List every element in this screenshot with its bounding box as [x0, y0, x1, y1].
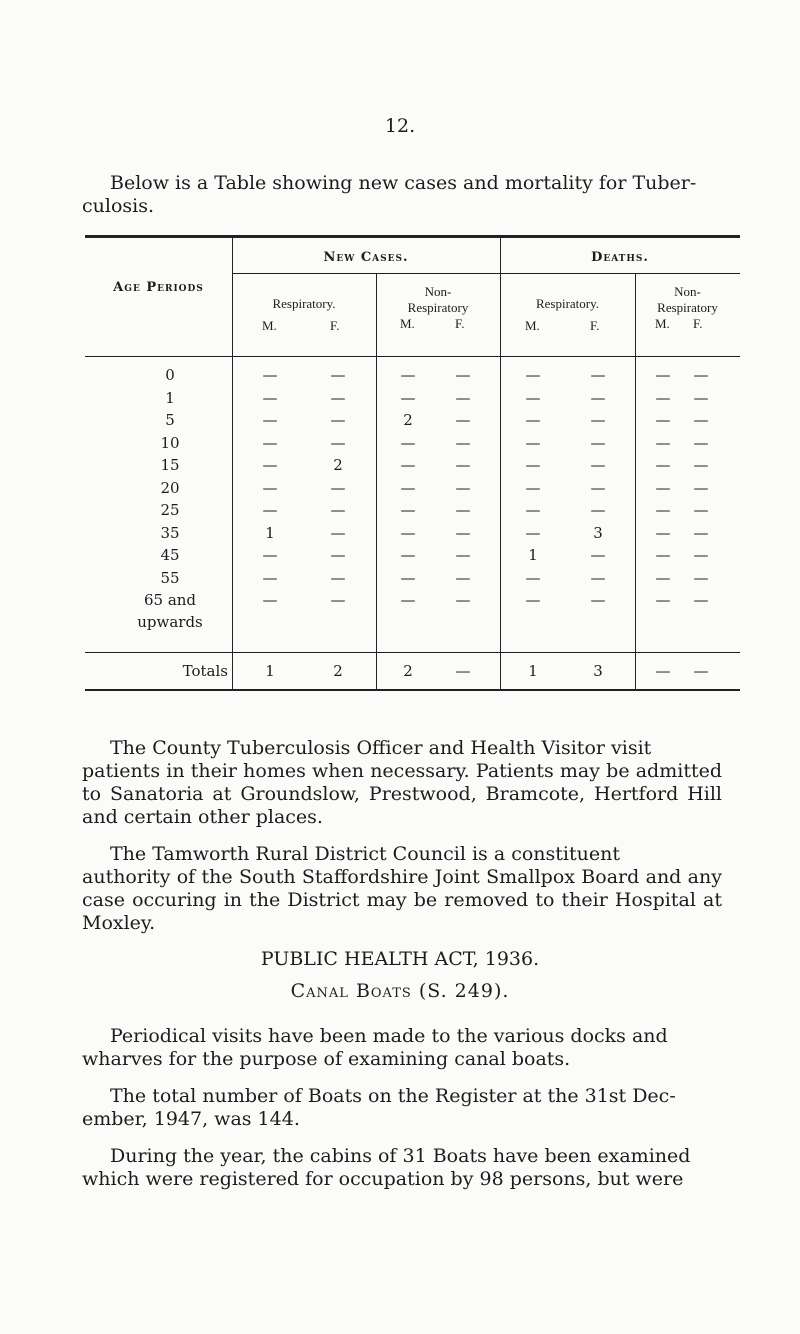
table-cell: — — [262, 591, 278, 609]
table-cell: — — [590, 366, 606, 384]
table-cell: — — [693, 456, 709, 474]
heading-canal-boats: Canal Boats (S. 249). — [290, 980, 510, 1002]
paragraph-line: The total number of Boats on the Register at the 31st Dec- — [110, 1085, 676, 1107]
age-periods-header: Age Periods — [113, 280, 204, 295]
paragraph-boats-register — [82, 1085, 722, 1131]
table-cell: 3 — [593, 524, 603, 542]
table-cell: — — [262, 569, 278, 587]
table-cell: — — [400, 524, 416, 542]
table-cell: — — [455, 524, 471, 542]
table-cell: — — [693, 662, 709, 680]
age-period-cell: 10 — [160, 434, 180, 452]
table-cell: — — [455, 591, 471, 609]
totals-label: Totals — [182, 662, 228, 680]
paragraph-line: The County Tuberculosis Officer and Health Visitor visit — [110, 737, 652, 759]
paragraph-text: patients in their homes when necessary. Patients may be admitted to Sanatoria at Groundslow, Prestwood, Bramcote, Hertford Hill and certain other places. — [82, 760, 722, 828]
table-cell: — — [262, 411, 278, 429]
paragraph-text: authority of the South Staffordshire Joint Smallpox Board and any case occuring in the District may be removed to their Hospital at Moxley. — [82, 866, 722, 934]
table-cell: — — [590, 434, 606, 452]
age-period-cell: 1 — [165, 389, 175, 407]
table-cell: — — [400, 456, 416, 474]
table-cell: — — [330, 366, 346, 384]
table-cell: — — [693, 524, 709, 542]
table-cell: — — [590, 591, 606, 609]
paragraph-text: wharves for the purpose of examining canal boats. — [82, 1048, 571, 1070]
table-cell: — — [330, 501, 346, 519]
table-cell: — — [455, 479, 471, 497]
age-period-cell: 55 — [160, 569, 180, 587]
table-cell: — — [525, 591, 541, 609]
paragraph-cabins-examined — [82, 1145, 722, 1191]
table-cell: — — [525, 569, 541, 587]
table-cell: — — [655, 366, 671, 384]
mf-label: F. — [455, 316, 465, 331]
age-period-cell: 15 — [160, 456, 180, 474]
table-cell: — — [655, 411, 671, 429]
mf-label: M. — [655, 316, 670, 331]
table-cell: 1 — [265, 662, 275, 680]
table-cell: — — [400, 389, 416, 407]
paragraph-periodical-visits — [82, 1025, 722, 1071]
table-cell: — — [455, 411, 471, 429]
new-nonresp-header-2: Respiratory — [407, 300, 469, 315]
table-cell: — — [525, 456, 541, 474]
table-cell: — — [400, 591, 416, 609]
age-period-cell: 35 — [160, 524, 180, 542]
table-cell: — — [693, 569, 709, 587]
paragraph-text: ember, 1947, was 144. — [82, 1108, 300, 1130]
table-cell: — — [400, 366, 416, 384]
table-cell: — — [693, 434, 709, 452]
table-cell: — — [525, 524, 541, 542]
age-period-cell: 65 and — [143, 591, 197, 609]
table-cell: 1 — [528, 546, 538, 564]
age-period-cell: 5 — [165, 411, 175, 429]
paragraph-tb-officer — [82, 737, 722, 829]
table-cell: — — [400, 569, 416, 587]
mf-label: F. — [590, 318, 600, 333]
table-cell: — — [262, 546, 278, 564]
deaths-nonresp-header-2: Respiratory — [657, 300, 718, 315]
new-respiratory-header: Respiratory. — [272, 296, 336, 311]
table-cell: — — [400, 501, 416, 519]
mf-label: F. — [330, 318, 340, 333]
table-cell: — — [590, 569, 606, 587]
table-cell: — — [525, 411, 541, 429]
table-cell: — — [455, 662, 471, 680]
table-cell: — — [330, 411, 346, 429]
table-cell: — — [262, 479, 278, 497]
table-cell: — — [655, 569, 671, 587]
table-cell: — — [525, 479, 541, 497]
paragraph-line: The Tamworth Rural District Council is a constituent — [110, 843, 620, 865]
table-cell: — — [590, 456, 606, 474]
table-cell: — — [693, 366, 709, 384]
table-cell: — — [590, 501, 606, 519]
table-cell: — — [655, 591, 671, 609]
table-cell: — — [590, 479, 606, 497]
table-cell: — — [590, 546, 606, 564]
table-cell: — — [525, 389, 541, 407]
age-period-cell: 45 — [160, 546, 180, 564]
table-cell: — — [262, 434, 278, 452]
table-cell: — — [525, 366, 541, 384]
table-cell: — — [655, 662, 671, 680]
paragraph-smallpox-board — [82, 843, 722, 935]
age-period-cell: 0 — [165, 366, 175, 384]
table-cell: — — [655, 479, 671, 497]
table-cell: 2 — [333, 456, 343, 474]
table-cell: — — [693, 411, 709, 429]
deaths-respiratory-header: Respiratory. — [535, 296, 600, 311]
new-cases-header: New Cases. — [323, 250, 409, 265]
heading-public-health-act: PUBLIC HEALTH ACT, 1936. — [260, 948, 540, 970]
table-cell: — — [655, 389, 671, 407]
table-cell: — — [330, 524, 346, 542]
table-cell: — — [330, 546, 346, 564]
paragraph-text: which were registered for occupation by 98 persons, but were — [82, 1168, 684, 1190]
table-cell: — — [655, 456, 671, 474]
age-period-cell: 25 — [160, 501, 180, 519]
paragraph-line: Periodical visits have been made to the various docks and — [110, 1025, 668, 1047]
intro-line-2: culosis. — [82, 195, 155, 217]
mf-label: M. — [262, 318, 277, 333]
table-cell: — — [525, 501, 541, 519]
table-cell: — — [262, 366, 278, 384]
table-cell: — — [330, 434, 346, 452]
table-cell: — — [400, 434, 416, 452]
table-cell: 2 — [333, 662, 343, 680]
age-period-cell: upwards — [137, 613, 203, 631]
table-cell: — — [400, 546, 416, 564]
table-cell: — — [693, 479, 709, 497]
page-number: 12. — [384, 115, 416, 137]
table-cell: — — [455, 456, 471, 474]
table-cell: — — [262, 501, 278, 519]
table-cell: — — [693, 389, 709, 407]
table-cell: 1 — [265, 524, 275, 542]
table-cell: — — [330, 389, 346, 407]
table-cell: — — [262, 389, 278, 407]
table-cell: — — [590, 411, 606, 429]
table-cell: — — [455, 501, 471, 519]
table-cell: — — [655, 501, 671, 519]
table-cell: 1 — [528, 662, 538, 680]
mf-label: M. — [400, 316, 415, 331]
mf-label: F. — [693, 316, 703, 331]
age-period-cell: 20 — [160, 479, 180, 497]
table-cell: — — [693, 501, 709, 519]
table-cell: — — [455, 569, 471, 587]
paragraph-line: During the year, the cabins of 31 Boats have been examined — [110, 1145, 691, 1167]
table-cell: — — [455, 546, 471, 564]
table-cell: 3 — [593, 662, 603, 680]
table-cell: — — [655, 524, 671, 542]
table-cell: 2 — [403, 411, 413, 429]
table-cell: 2 — [403, 662, 413, 680]
table-cell: — — [525, 434, 541, 452]
table-cell: — — [693, 591, 709, 609]
table-cell: — — [693, 546, 709, 564]
intro-line-1: Below is a Table showing new cases and mortality for Tuber- — [110, 172, 697, 194]
mf-label: M. — [525, 318, 540, 333]
table-cell: — — [655, 546, 671, 564]
deaths-header: Deaths. — [591, 250, 649, 265]
table-cell: — — [262, 456, 278, 474]
table-cell: — — [590, 389, 606, 407]
new-nonresp-header-1: Non- — [424, 284, 452, 299]
table-cell: — — [400, 479, 416, 497]
table-cell: — — [655, 434, 671, 452]
table-cell: — — [455, 366, 471, 384]
table-cell: — — [330, 479, 346, 497]
deaths-nonresp-header-1: Non- — [674, 284, 701, 299]
table-cell: — — [455, 389, 471, 407]
table-cell: — — [330, 569, 346, 587]
table-cell: — — [330, 591, 346, 609]
table-cell: — — [455, 434, 471, 452]
